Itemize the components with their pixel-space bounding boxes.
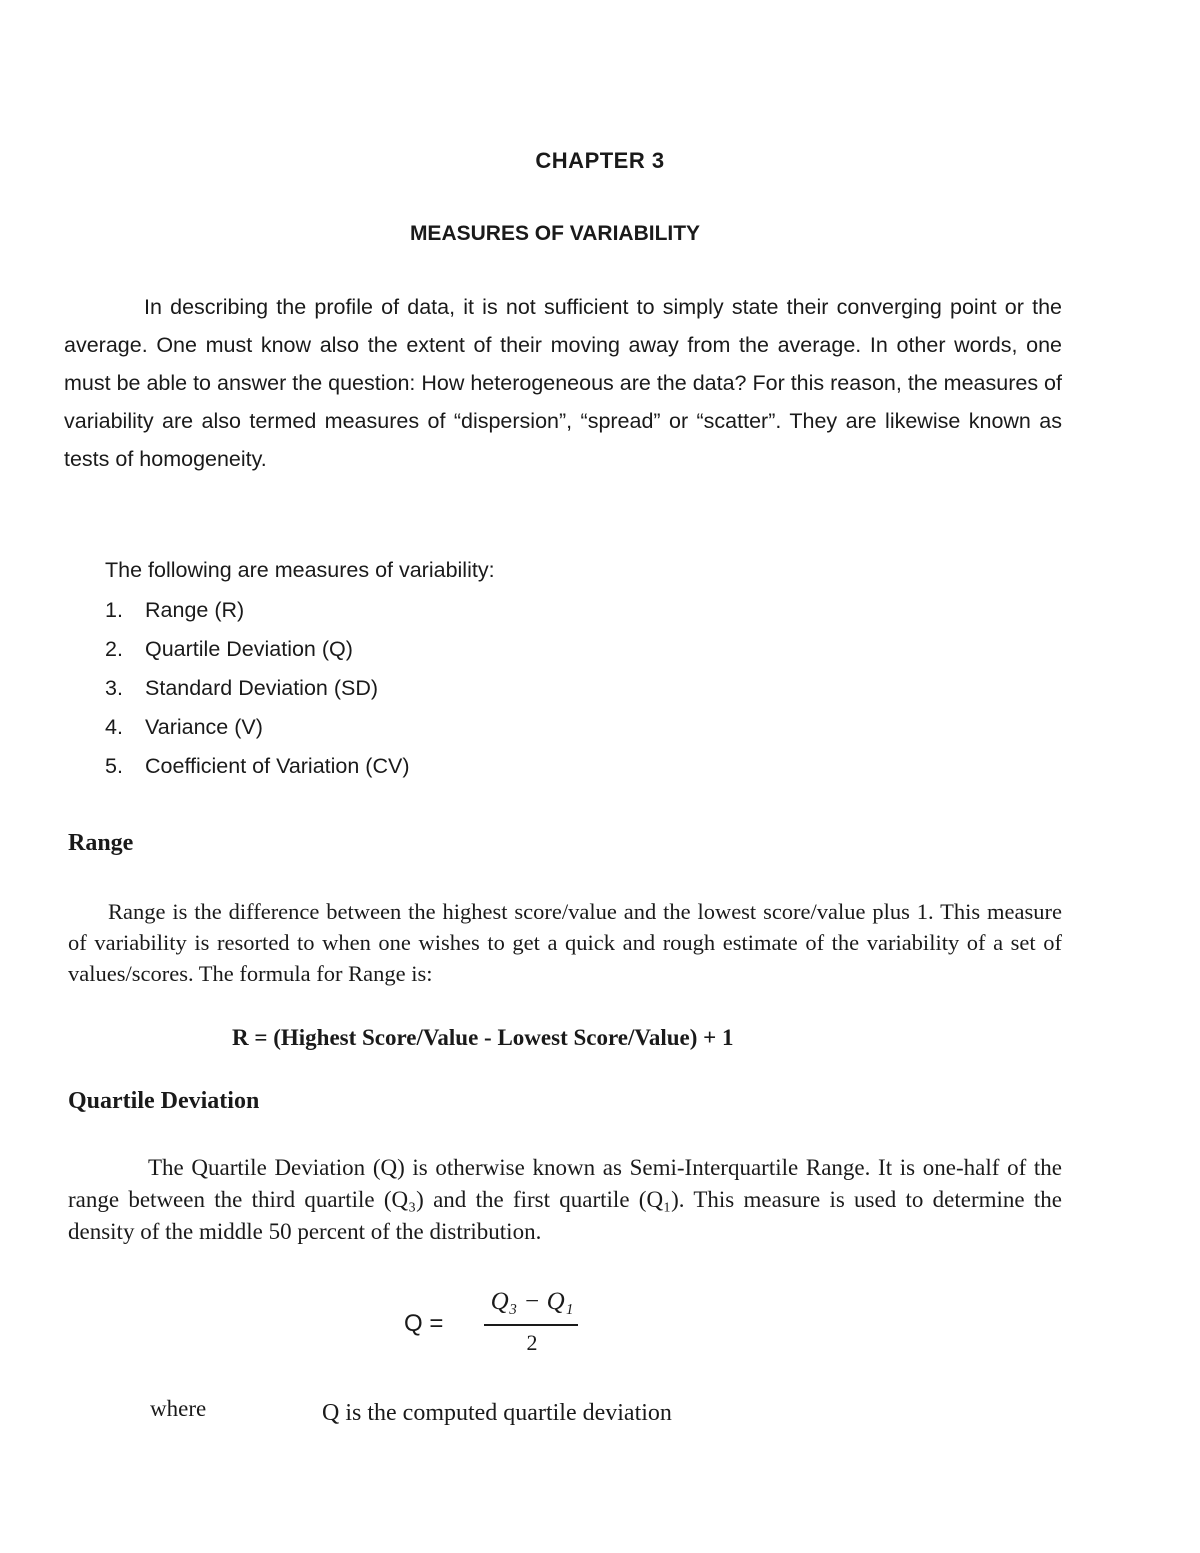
list-item-label: Variance (V) xyxy=(145,715,263,739)
range-formula: R = (Highest Score/Value - Lowest Score/Value) + 1 xyxy=(232,1025,734,1050)
list-item xyxy=(105,711,410,750)
range-heading: Range xyxy=(68,830,134,856)
intro-paragraph-text: In describing the profile of data, it is not sufficient to simply state their converging point or the average. One must know also the extent of their moving away from the average. In other words, one must be able to answer the question: How heterogeneous are the data? For this reason, the measures of variability are also termed measures of “dispersion”, “spread” or “scatter”. They are likewise known as tests of homogeneity. xyxy=(64,295,1062,471)
quartile-deviation-heading: Quartile Deviation xyxy=(68,1088,260,1114)
list-item-number: 2. xyxy=(105,637,123,661)
list-item-number: 4. xyxy=(105,715,123,739)
list-item-number: 1. xyxy=(105,598,123,622)
formula-denominator: 2 xyxy=(526,1330,538,1355)
formula-lhs: Q = xyxy=(404,1310,444,1337)
intro-paragraph xyxy=(64,288,1062,478)
quartile-deviation-formula xyxy=(404,1288,604,1368)
fraction-bar xyxy=(484,1324,578,1326)
list-item-label: Range (R) xyxy=(145,598,245,622)
quartile-deviation-paragraph xyxy=(68,1152,1062,1248)
where-label: where xyxy=(150,1396,207,1421)
chapter-title: MEASURES OF VARIABILITY xyxy=(409,222,701,245)
formula-numerator: Q₃ − Q₁ xyxy=(490,1288,574,1315)
list-item-number: 3. xyxy=(105,676,123,700)
list-item-number: 5. xyxy=(105,754,123,778)
range-paragraph-text: Range is the difference between the highest score/value and the lowest score/value plus 1. This measure of variability is resorted to when one wishes to get a quick and rough estimate of the variability of a set of values/scores. The formula for Range is: xyxy=(68,899,1062,986)
list-item-label: Standard Deviation (SD) xyxy=(145,676,379,700)
list-item xyxy=(105,594,410,633)
list-item-label: Coefficient of Variation (CV) xyxy=(145,754,410,778)
list-item xyxy=(105,672,410,711)
list-item xyxy=(105,633,410,672)
list-item xyxy=(105,750,410,789)
where-definition: Q is the computed quartile deviation xyxy=(322,1400,672,1426)
chapter-heading: CHAPTER 3 xyxy=(535,148,665,173)
list-item-label: Quartile Deviation (Q) xyxy=(145,637,353,661)
quartile-deviation-paragraph-text: The Quartile Deviation (Q) is otherwise known as Semi-Interquartile Range. It is one-half of the range between the third quartile (Q₃) and the first quartile (Q₁). This measure is used to determine the density of the middle 50 percent of the distribution. xyxy=(68,1155,1062,1244)
range-paragraph xyxy=(68,896,1062,989)
measures-list-intro: The following are measures of variability: xyxy=(105,558,495,582)
measures-list xyxy=(105,594,410,789)
